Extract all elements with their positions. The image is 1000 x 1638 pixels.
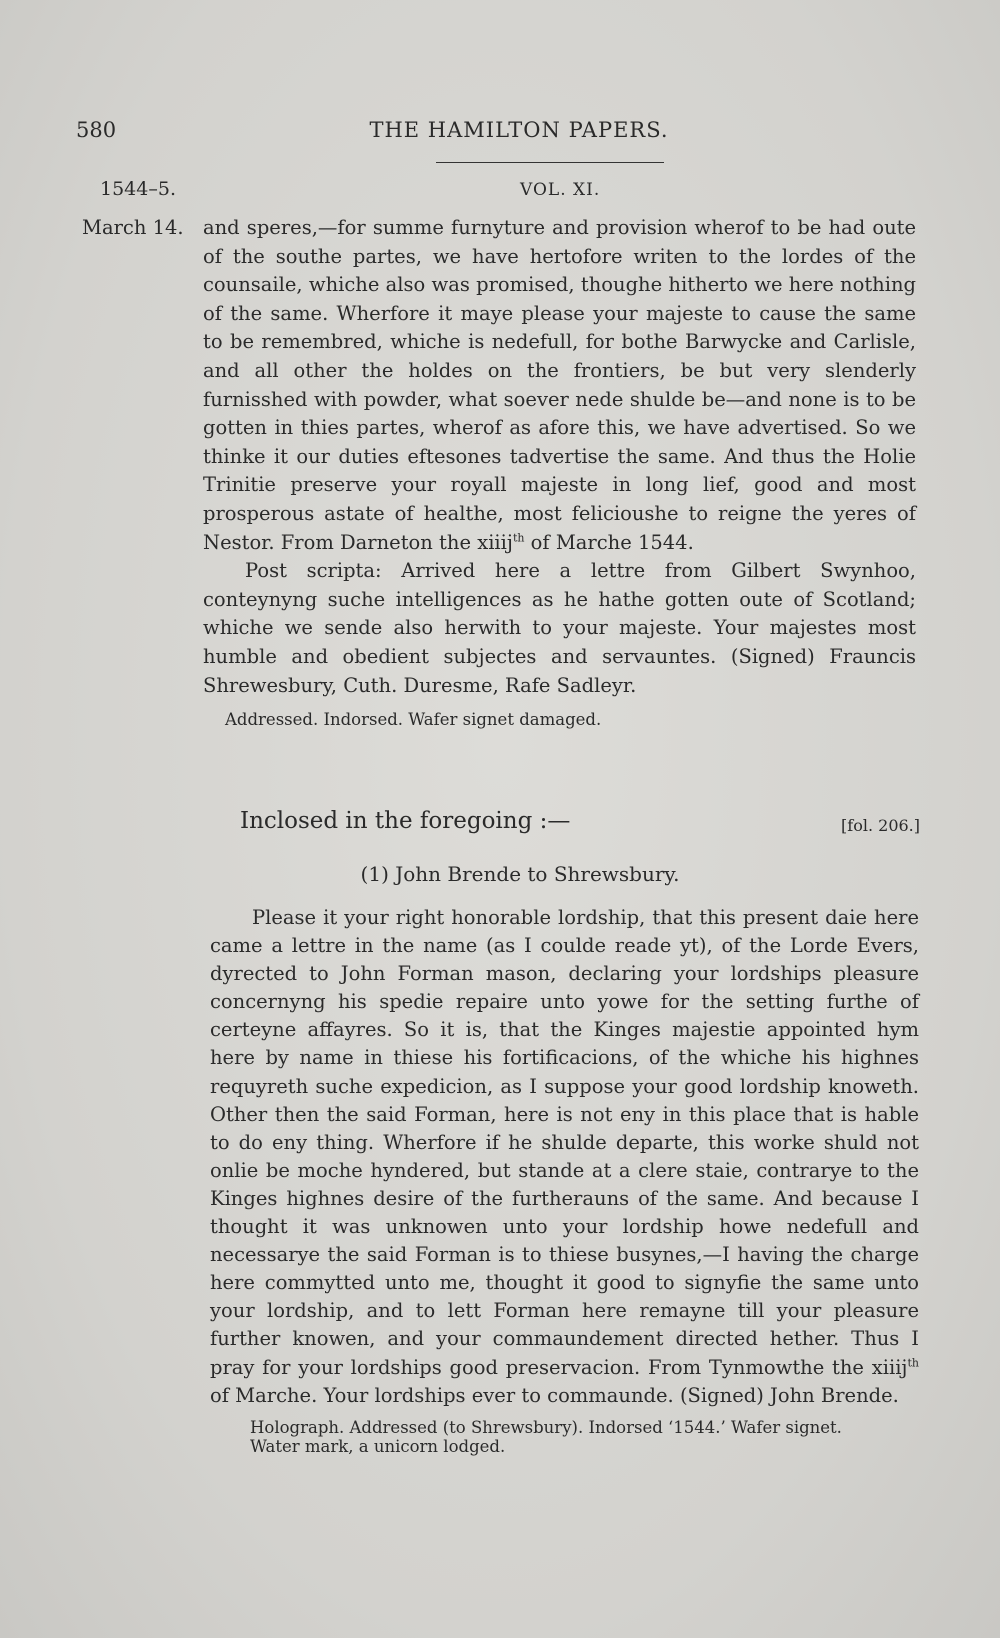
letter-paragraph-text: and speres,—for summe furnyture and provision wherof to be had oute of the southe partes, we have hertofore writen to the lordes of the counsaile, whiche also was promised, thoughe hitherto we here nothing of the same. Wherfore it maye please your majeste to cause the same to be remembred, whiche is nedefull, for bothe Barwycke and Carlisle, and all other the holdes on the frontiers, be but very slenderly furnisshed with powder, what soever nede shulde be—and none is to be gotten in thies partes, wherof as afore this, we have advertised. So we thinke it our duties eftesones tadvertise the same. And thus the Holie Trinitie preserve your royall majeste in long lief, good and most prosperous astate of healthe, most felicioushe to reigne the yeres of Nestor. From Darneton the xiiij — [203, 216, 916, 554]
date-range: 1544–5. — [100, 178, 176, 200]
enclosure-heading-row — [240, 808, 920, 842]
letter-paragraph — [203, 214, 916, 557]
running-title: THE HAMILTON PAPERS. — [369, 118, 669, 142]
margin-date: March 14. — [82, 216, 184, 239]
enclosure-paragraph — [210, 904, 919, 1410]
volume-label: VOL. XI. — [520, 180, 601, 200]
folio-reference: [fol. 206.] — [841, 816, 920, 835]
superscript: th — [512, 531, 525, 545]
running-head — [76, 118, 922, 154]
letter-paragraph-end: of Marche 1544. — [524, 530, 694, 554]
letter-note: Addressed. Indorsed. Wafer signet damaged. — [225, 710, 602, 730]
superscript: th — [907, 1356, 919, 1369]
enclosure-note-line: Holograph. Addressed (to Shrewsbury). Indorsed ‘1544.’ Wafer signet. — [250, 1417, 842, 1437]
enclosure-note-line: Water mark, a unicorn lodged. — [250, 1436, 506, 1456]
page-number: 580 — [76, 118, 117, 142]
enclosure-subtitle: (1) John Brende to Shrewsbury. — [360, 862, 680, 886]
enclosure-paragraph-text: Please it your right honorable lordship, that this present daie here came a lettre in the name (as I coulde reade yt), of the Lorde Evers, dyrected to John Forman mason, declaring your lordships pleasure concernyng his spedie repaire unto yowe for the setting furthe of certeyne affayres. So it is, that the Kinges majestie appointed hym here by name in thiese his fortificacions, of the whiche his highnes requyreth suche expedicion, as I suppose your good lordship knoweth. Other then the said Forman, here is not eny in this place that is hable to do eny thing. Wherfore if he shulde departe, this worke shuld not onlie be moche hyndered, but stande at a clere staie, contrarye to the Kinges highnes desire of the furtherauns of the same. And because I thought it was unknowen unto your lordship howe nedefull and necessarye the said Forman is to thiese busynes,—I having the charge here commytted unto me, thought it good to signyfie the same unto your lordship, and to lett Forman here remayne till your pleasure further knowen, and your commaundement directed hether. Thus I pray for your lordships good preservacion. From Tynmowthe the xiiij — [210, 906, 919, 1379]
header-rule — [436, 162, 664, 163]
enclosure-heading: Inclosed in the foregoing :— — [240, 808, 571, 834]
enclosure-body — [210, 904, 919, 1456]
enclosure-note — [250, 1418, 919, 1456]
postscript: Post scripta: Arrived here a lettre from Gilbert Swynhoo, conteynyng suche intelligences as he hathe gotten oute of Scotland; whiche we sende also herwith to your majeste. Your majestes most humble and obedient subjectes and servauntes. (Signed) Frauncis Shrewesbury, Cuth. Duresme, Rafe Sadleyr. — [203, 559, 916, 697]
enclosure-paragraph-end: of Marche. Your lordships ever to commaunde. (Signed) John Brende. — [210, 1383, 899, 1407]
letter-body — [203, 214, 916, 729]
